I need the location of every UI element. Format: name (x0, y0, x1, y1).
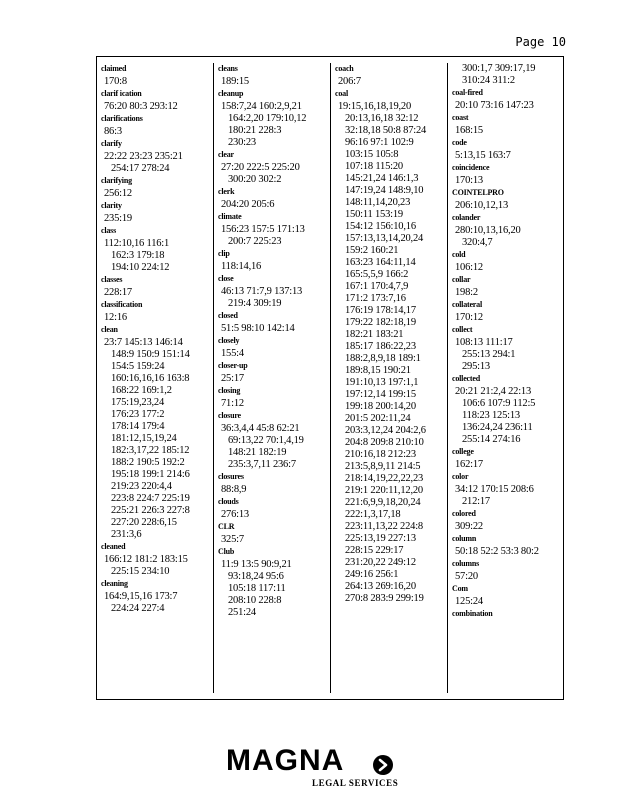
logo-subtitle: LEGAL SERVICES (312, 778, 399, 788)
index-reference: 189:8,15 190:21 (345, 365, 411, 376)
index-entry (101, 578, 211, 615)
index-reference: 230:23 (228, 137, 256, 148)
index-reference: 222:1,3,17,18 (345, 509, 401, 520)
index-term: clarif ication (101, 89, 142, 98)
index-term: clarifications (101, 114, 143, 123)
index-reference: 162:3 179:18 (111, 250, 165, 261)
index-reference: 300:20 302:2 (228, 174, 282, 185)
index-reference: 189:15 (221, 76, 249, 87)
index-reference: 136:24,24 236:11 (462, 422, 533, 433)
index-entry (218, 385, 328, 410)
index-reference: 228:15 229:17 (345, 545, 404, 556)
column-divider (447, 63, 448, 693)
index-reference: 204:8 209:8 210:10 (345, 437, 424, 448)
arrow-circle-icon (372, 754, 394, 776)
index-reference: 235:3,7,11 236:7 (228, 459, 296, 470)
index-reference: 103:15 105:8 (345, 149, 399, 160)
index-reference: 200:7 225:23 (228, 236, 282, 247)
index-term: closures (218, 472, 244, 481)
index-reference: 5:13,15 163:7 (455, 150, 511, 161)
index-column-2 (218, 63, 328, 693)
index-entry (101, 274, 211, 299)
index-reference: 107:18 115:20 (345, 161, 403, 172)
index-reference: 27:20 222:5 225:20 (221, 162, 300, 173)
index-reference: 309:22 (455, 521, 483, 532)
index-term: colander (452, 213, 481, 222)
index-entry (452, 187, 562, 212)
index-entry (335, 88, 445, 605)
index-term: CLR (218, 522, 235, 531)
index-reference: 125:24 (455, 596, 483, 607)
index-entry (101, 113, 211, 138)
index-reference: 176:23 177:2 (111, 409, 165, 420)
index-reference: 310:24 311:2 (462, 75, 515, 86)
index-entry (452, 558, 562, 583)
index-reference: 162:17 (455, 459, 483, 470)
index-reference: 154:5 159:24 (111, 361, 165, 372)
index-reference: 219:4 309:19 (228, 298, 282, 309)
index-term: Club (218, 547, 235, 556)
index-entry (101, 88, 211, 113)
index-reference: 19:15,16,18,19,20 (338, 101, 412, 112)
index-reference: 105:18 117:11 (228, 583, 286, 594)
index-reference: 213:5,8,9,11 214:5 (345, 461, 421, 472)
index-term: cold (452, 250, 466, 259)
index-reference: 225:13,19 227:13 (345, 533, 416, 544)
index-reference: 179:22 182:18,19 (345, 317, 416, 328)
index-reference: 108:13 111:17 (455, 337, 513, 348)
index-column-3 (335, 63, 445, 693)
index-reference: 69:13,22 70:1,4,19 (228, 435, 304, 446)
index-reference: 154:12 156:10,16 (345, 221, 416, 232)
index-entry (101, 324, 211, 541)
index-entry (218, 310, 328, 335)
index-reference: 182:21 183:21 (345, 329, 404, 340)
index-term: closed (218, 311, 238, 320)
index-reference: 156:23 157:5 171:13 (221, 224, 305, 235)
index-reference: 176:19 178:14,17 (345, 305, 416, 316)
index-term: collar (452, 275, 471, 284)
index-reference: 325:7 (221, 534, 244, 545)
index-entry (218, 410, 328, 471)
index-reference: 166:12 181:2 183:15 (104, 554, 188, 565)
index-reference: 96:16 97:1 102:9 (345, 137, 414, 148)
index-reference: 32:18,18 50:8 87:24 (345, 125, 427, 136)
index-reference: 50:18 52:2 53:3 80:2 (455, 546, 539, 557)
column-divider (213, 63, 214, 693)
index-column-4 (452, 63, 562, 693)
index-reference: 22:22 23:23 235:21 (104, 151, 183, 162)
index-reference: 181:12,15,19,24 (111, 433, 177, 444)
index-entry (452, 533, 562, 558)
index-entry (101, 541, 211, 578)
index-reference: 264:13 269:16,20 (345, 581, 416, 592)
index-reference: 118:14,16 (221, 261, 262, 272)
index-reference: 320:4,7 (462, 237, 493, 248)
index-reference: 178:14 179:4 (111, 421, 165, 432)
index-entry (452, 583, 562, 608)
index-entry (218, 63, 328, 88)
index-reference: 159:2 160:21 (345, 245, 399, 256)
index-term: column (452, 534, 477, 543)
index-reference: 158:7,24 160:2,9,21 (221, 101, 302, 112)
index-reference: 204:20 205:6 (221, 199, 275, 210)
index-entry (101, 138, 211, 175)
index-reference: 199:18 200:14,20 (345, 401, 416, 412)
index-reference: 86:3 (104, 126, 122, 137)
index-reference: 180:21 228:3 (228, 125, 282, 136)
index-reference: 93:18,24 95:6 (228, 571, 284, 582)
index-reference: 12:16 (104, 312, 127, 323)
index-reference: 223:11,13,22 224:8 (345, 521, 423, 532)
index-reference: 150:11 153:19 (345, 209, 403, 220)
index-reference: 223:8 224:7 225:19 (111, 493, 190, 504)
index-reference: 20:13,16,18 32:12 (345, 113, 419, 124)
index-entry (218, 273, 328, 310)
index-entry (452, 274, 562, 299)
index-entry (452, 608, 562, 621)
index-reference: 148:11,14,20,23 (345, 197, 411, 208)
index-reference: 256:12 (104, 188, 132, 199)
index-term: closely (218, 336, 240, 345)
index-reference: 231:3,6 (111, 529, 142, 540)
index-reference: 295:13 (462, 361, 490, 372)
index-entry (101, 299, 211, 324)
column-divider (330, 63, 331, 693)
index-entry (452, 373, 562, 446)
index-reference: 206:10,12,13 (455, 200, 509, 211)
index-reference: 231:20,22 249:12 (345, 557, 416, 568)
index-term: coal (335, 89, 348, 98)
index-reference: 171:2 173:7,16 (345, 293, 406, 304)
index-reference: 145:21,24 146:1,3 (345, 173, 419, 184)
index-term: college (452, 447, 474, 456)
index-reference: 203:3,12,24 204:2,6 (345, 425, 426, 436)
index-reference: 170:12 (455, 312, 483, 323)
index-reference: 164:9,15,16 173:7 (104, 591, 178, 602)
index-reference: 276:13 (221, 509, 249, 520)
index-term: cleaning (101, 579, 128, 588)
index-term: collateral (452, 300, 482, 309)
index-entry (452, 63, 562, 87)
index-reference: 20:10 73:16 147:23 (455, 100, 534, 111)
index-reference: 88:8,9 (221, 484, 247, 495)
index-reference: 167:1 170:4,7,9 (345, 281, 409, 292)
index-term: clouds (218, 497, 239, 506)
index-term: clarifying (101, 176, 132, 185)
index-reference: 170:13 (455, 175, 483, 186)
index-reference: 228:17 (104, 287, 132, 298)
magna-logo (226, 744, 399, 792)
index-reference: 34:12 170:15 208:6 (455, 484, 534, 495)
index-reference: 164:2,20 179:10,12 (228, 113, 307, 124)
index-reference: 208:10 228:8 (228, 595, 282, 606)
index-reference: 225:15 234:10 (111, 566, 170, 577)
index-reference: 11:9 13:5 90:9,21 (221, 559, 292, 570)
index-entry (335, 63, 445, 88)
index-entry (218, 360, 328, 385)
index-reference: 218:14,19,22,22,23 (345, 473, 424, 484)
index-reference: 219:1 220:11,12,20 (345, 485, 423, 496)
index-term: clear (218, 150, 234, 159)
index-entry (101, 225, 211, 274)
index-reference: 155:4 (221, 348, 244, 359)
index-reference: 227:20 228:6,15 (111, 517, 177, 528)
index-reference: 112:10,16 116:1 (104, 238, 170, 249)
index-reference: 185:17 186:22,23 (345, 341, 416, 352)
index-reference: 160:16,16,16 163:8 (111, 373, 190, 384)
index-reference: 51:5 98:10 142:14 (221, 323, 295, 334)
index-term: combination (452, 609, 493, 618)
index-term: coal-fired (452, 88, 483, 97)
index-reference: 219:23 220:4,4 (111, 481, 172, 492)
index-reference: 188:2,8,9,18 189:1 (345, 353, 421, 364)
index-reference: 201:5 202:11,24 (345, 413, 411, 424)
index-term: coach (335, 64, 354, 73)
index-entry (452, 508, 562, 533)
index-term: colored (452, 509, 476, 518)
index-entry (101, 63, 211, 88)
index-reference: 165:5,5,9 166:2 (345, 269, 409, 280)
index-reference: 188:2 190:5 192:2 (111, 457, 185, 468)
index-column-1 (101, 63, 211, 693)
index-reference: 106:12 (455, 262, 483, 273)
index-reference: 197:12,14 199:15 (345, 389, 416, 400)
index-entry (452, 471, 562, 508)
index-entry (218, 211, 328, 248)
index-entry (452, 249, 562, 274)
index-term: columns (452, 559, 480, 568)
index-reference: 36:3,4,4 45:8 62:21 (221, 423, 300, 434)
index-term: closer-up (218, 361, 248, 370)
index-reference: 198:2 (455, 287, 478, 298)
index-entry (452, 162, 562, 187)
index-reference: 168:22 169:1,2 (111, 385, 172, 396)
logo-wordmark: MAGNA (226, 744, 345, 777)
index-reference: 148:21 182:19 (228, 447, 287, 458)
index-reference: 251:24 (228, 607, 256, 618)
index-term: cleanup (218, 89, 244, 98)
index-entry (218, 88, 328, 149)
index-term: classes (101, 275, 123, 284)
index-reference: 23:7 145:13 146:14 (104, 337, 183, 348)
index-term: clarify (101, 139, 122, 148)
index-term: clean (101, 325, 118, 334)
index-reference: 194:10 224:12 (111, 262, 170, 273)
index-term: clip (218, 249, 230, 258)
index-reference: 71:12 (221, 398, 244, 409)
index-entry (101, 175, 211, 200)
index-entry (218, 546, 328, 619)
index-reference: 255:13 294:1 (462, 349, 516, 360)
index-term: coincidence (452, 163, 490, 172)
index-entry (218, 335, 328, 360)
index-reference: 25:17 (221, 373, 244, 384)
index-term: cleans (218, 64, 238, 73)
index-reference: 148:9 150:9 151:14 (111, 349, 190, 360)
page-number: Page 10 (515, 35, 566, 49)
index-reference: 212:17 (462, 496, 490, 507)
index-entry (218, 496, 328, 521)
index-entry (218, 471, 328, 496)
index-reference: 168:15 (455, 125, 483, 136)
index-reference: 280:10,13,16,20 (455, 225, 521, 236)
index-entry (218, 149, 328, 186)
index-reference: 157:13,13,14,20,24 (345, 233, 424, 244)
index-term: clarity (101, 201, 122, 210)
index-term: climate (218, 212, 242, 221)
index-reference: 76:20 80:3 293:12 (104, 101, 178, 112)
index-reference: 46:13 71:7,9 137:13 (221, 286, 303, 297)
index-reference: 206:7 (338, 76, 361, 87)
index-term: close (218, 274, 234, 283)
index-reference: 195:18 199:1 214:6 (111, 469, 190, 480)
index-entry (452, 112, 562, 137)
index-reference: 147:19,24 148:9,10 (345, 185, 424, 196)
index-term: coast (452, 113, 469, 122)
index-term: classification (101, 300, 143, 309)
index-entry (452, 137, 562, 162)
index-reference: 224:24 227:4 (111, 603, 165, 614)
index-term: closure (218, 411, 241, 420)
index-term: closing (218, 386, 241, 395)
index-reference: 106:6 107:9 112:5 (462, 398, 536, 409)
index-entry (218, 186, 328, 211)
index-term: color (452, 472, 469, 481)
index-term: collect (452, 325, 473, 334)
index-entry (452, 212, 562, 249)
index-term: cleaned (101, 542, 126, 551)
index-term: collected (452, 374, 480, 383)
index-term: class (101, 226, 117, 235)
index-entry (452, 446, 562, 471)
index-reference: 249:16 256:1 (345, 569, 399, 580)
index-term: code (452, 138, 467, 147)
index-term: claimed (101, 64, 127, 73)
index-reference: 20:21 21:2,4 22:13 (455, 386, 532, 397)
index-reference: 270:8 283:9 299:19 (345, 593, 424, 604)
index-reference: 118:23 125:13 (462, 410, 520, 421)
index-entry (452, 324, 562, 373)
index-entry (101, 200, 211, 225)
index-reference: 210:16,18 212:23 (345, 449, 416, 460)
word-index-box (96, 56, 564, 700)
index-term: COINTELPRO (452, 188, 504, 197)
index-entry (218, 521, 328, 546)
index-entry (218, 248, 328, 273)
index-reference: 235:19 (104, 213, 132, 224)
index-term: clerk (218, 187, 235, 196)
index-entry (452, 87, 562, 112)
index-term: Com (452, 584, 468, 593)
index-reference: 170:8 (104, 76, 127, 87)
index-entry (452, 299, 562, 324)
index-reference: 163:23 164:11,14 (345, 257, 416, 268)
index-reference: 175:19,23,24 (111, 397, 165, 408)
index-reference: 255:14 274:16 (462, 434, 521, 445)
index-reference: 221:6,9,9,18,20,24 (345, 497, 421, 508)
index-reference: 225:21 226:3 227:8 (111, 505, 190, 516)
index-reference: 182:3,17,22 185:12 (111, 445, 190, 456)
index-reference: 191:10,13 197:1,1 (345, 377, 419, 388)
index-reference: 300:1,7 309:17,19 (462, 63, 536, 74)
index-reference: 254:17 278:24 (111, 163, 170, 174)
index-reference: 57:20 (455, 571, 478, 582)
